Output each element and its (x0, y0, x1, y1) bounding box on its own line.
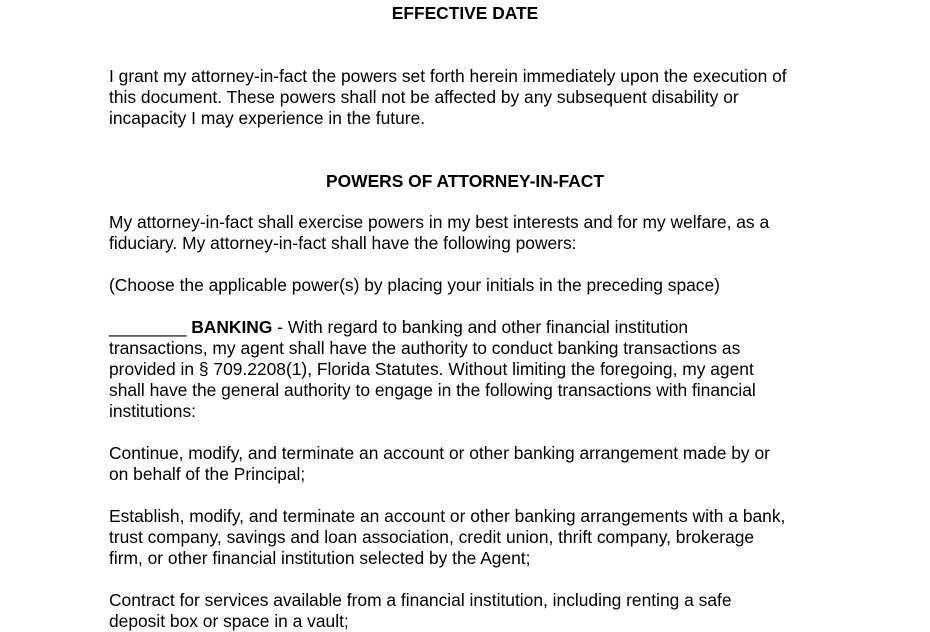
paragraph-line: shall have the general authority to engage in the following transactions with financial (109, 380, 756, 400)
banking-first-line (109, 317, 688, 338)
banking-title: BANKING (191, 317, 273, 337)
powers-heading: POWERS OF ATTORNEY-IN-FACT (326, 171, 604, 191)
paragraph-line: this document. These powers shall not be affected by any subsequent disability or (109, 87, 739, 107)
initials-blank[interactable]: ________ (109, 317, 187, 337)
paragraph-line: deposit box or space in a vault; (109, 611, 349, 631)
paragraph-line: on behalf of the Principal; (109, 464, 306, 484)
paragraph-line: Contract for services available from a financial institution, including renting a safe (109, 590, 732, 610)
paragraph-line: transactions, my agent shall have the authority to conduct banking transactions as (109, 338, 741, 358)
paragraph-line: incapacity I may experience in the future. (109, 108, 426, 128)
paragraph-line: I grant my attorney-in-fact the powers set forth herein immediately upon the execution of (109, 66, 787, 86)
paragraph-line: Continue, modify, and terminate an account or other banking arrangement made by or (109, 443, 770, 463)
effective-date-heading: EFFECTIVE DATE (391, 3, 539, 23)
paragraph-line: fiduciary. My attorney-in-fact shall have the following powers: (109, 233, 577, 253)
paragraph-line: provided in § 709.2208(1), Florida Statutes. Without limiting the foregoing, my agent (109, 359, 754, 379)
instruction-text: (Choose the applicable power(s) by placing your initials in the preceding space) (109, 275, 720, 295)
paragraph-line: institutions: (109, 401, 196, 421)
paragraph-line: trust company, savings and loan association, credit union, thrift company, brokerage (109, 527, 755, 547)
paragraph-line: My attorney-in-fact shall exercise powers in my best interests and for my welfare, as a (109, 212, 770, 232)
paragraph-line: firm, or other financial institution selected by the Agent; (109, 548, 531, 568)
banking-first-line-text: - With regard to banking and other financial institution (272, 317, 689, 337)
paragraph-line: Establish, modify, and terminate an account or other banking arrangements with a bank, (109, 506, 786, 526)
